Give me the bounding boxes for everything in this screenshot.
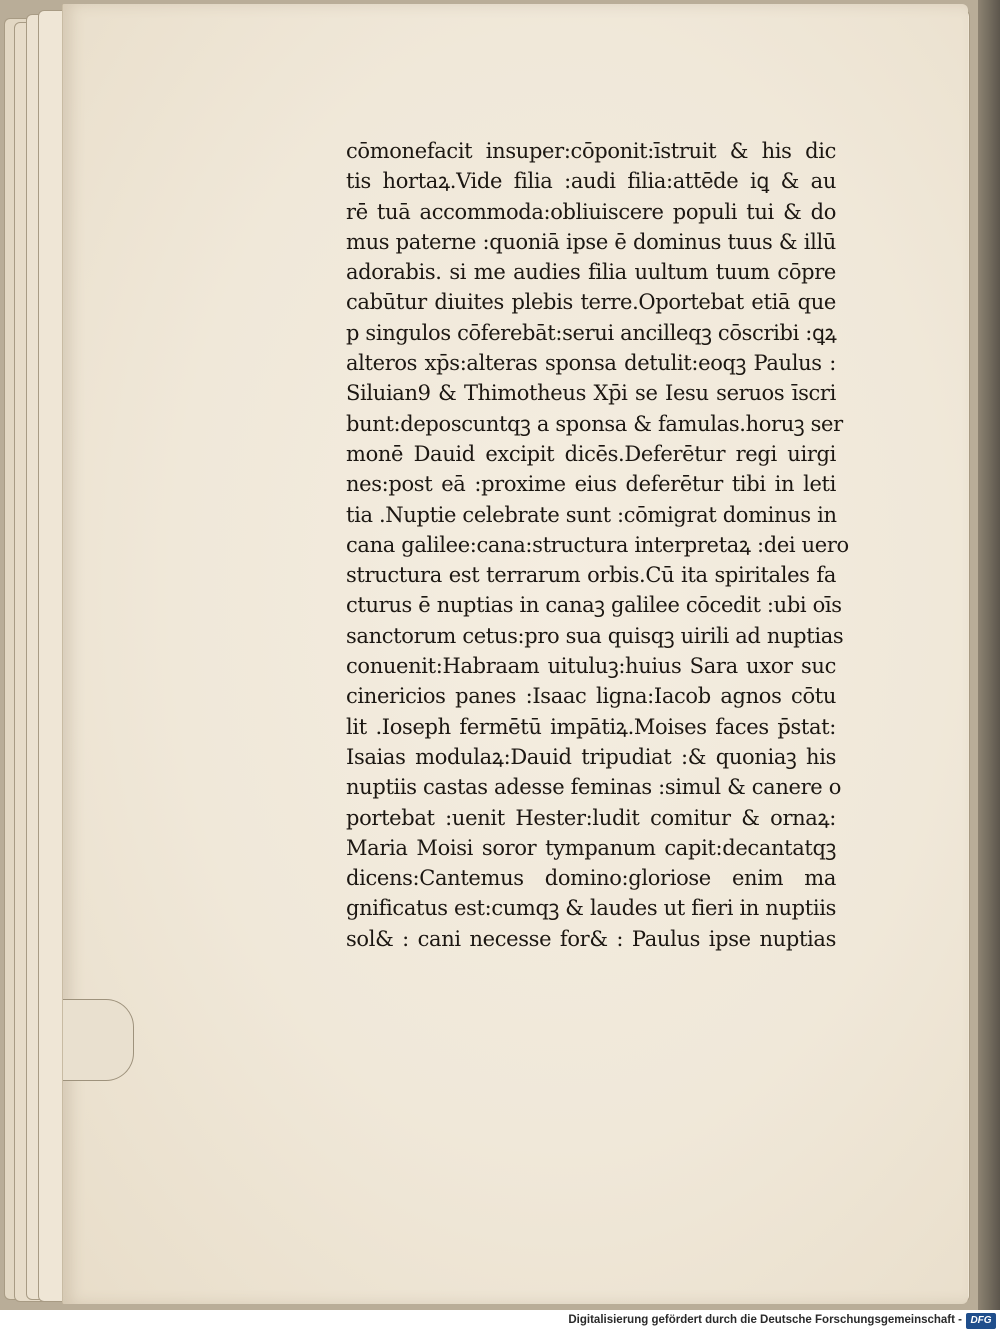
text-line: sanctorum cetus:pro sua quisqꝫ uirili ad nuptias: [346, 623, 844, 648]
text-line: p singulos cōferebāt:serui ancilleqꝫ cōscribi :ꝗꝝ: [346, 320, 837, 345]
text-line: alteros xp̄s:alteras sponsa detulit:eoqꝫ Paulus :: [346, 351, 836, 376]
text-line: cinericios panes :Isaac ligna:Iacob agnos cōtu: [346, 684, 836, 709]
text-line: dicens:Cantemus domino:gloriose enim ma: [346, 866, 836, 891]
text-line: bunt:deposcuntqꝫ a sponsa & famulas.horuꝫ ser: [346, 411, 843, 436]
text-line: Maria Moisi soror tympanum capit:decantatqꝫ: [346, 835, 836, 860]
text-line: sol& : cani necesse for& : Paulus ipse nuptias: [346, 926, 836, 951]
text-line: gnificatus est:cumqꝫ & laudes ut fieri in nuptiis: [346, 896, 836, 921]
text-line: portebat :uenit Hester:ludit comitur & ornaꝝ:: [346, 805, 836, 830]
text-line: tia .Nuptie celebrate sunt :cōmigrat dominus in: [346, 502, 837, 527]
text-line: nes:post eā :proxime eius deferētur tibi in leti: [346, 472, 836, 497]
dfg-logo: DFG: [966, 1313, 996, 1329]
text-line: monē Dauid excipit dicēs.Deferētur regi uirgi: [346, 441, 836, 466]
text-line: mus paterne :quoniā ipse ē dominus tuus & illū: [346, 229, 836, 254]
text-line: conuenit:Habraam uituluꝫ:huius Sara uxor suc: [346, 654, 836, 679]
text-line: structura est terrarum orbis.Cū ita spiritales fa: [346, 563, 836, 588]
text-line: rē tuā accommoda:obliuiscere populi tui & do: [346, 199, 836, 224]
text-line: nuptiis castas adesse feminas :simul & canere o: [346, 775, 841, 800]
text-line: cōmonefacit insuper:cōponit:īstruit & his dic: [346, 139, 836, 163]
text-line: cabūtur diuites plebis terre.Oportebat etiā que: [346, 290, 836, 315]
page-clip-tab: [63, 999, 134, 1081]
text-line: Siluian9 & Thimotheus Xp̄i se Iesu seruos īscri: [346, 381, 836, 406]
footer-bar: [0, 1310, 1000, 1332]
text-line: tis hortaꝝ.Vide filia :audi filia:attēde iꝗ & au: [346, 169, 836, 194]
text-line: lit .Ioseph fermētū impātiꝝ.Moises faces p̄stat:: [346, 714, 836, 739]
text-line: cturus ē nuptias in canaꝫ galilee cōcedit :ubi oīs: [346, 593, 842, 618]
text-line: cana galilee:cana:structura interpretaꝝ :dei uero: [346, 532, 849, 557]
text-line: Isaias modulaꝝ:Dauid tripudiat :& quoniaꝫ his: [346, 744, 836, 769]
book-spine-shadow: [978, 0, 1000, 1310]
text-line: adorabis. si me audies filia uultum tuum cōpre: [346, 260, 836, 285]
funding-credit: Digitalisierung gefördert durch die Deutsche Forschungsgemeinschaft -: [568, 1314, 962, 1326]
printed-text-block: [346, 136, 849, 954]
